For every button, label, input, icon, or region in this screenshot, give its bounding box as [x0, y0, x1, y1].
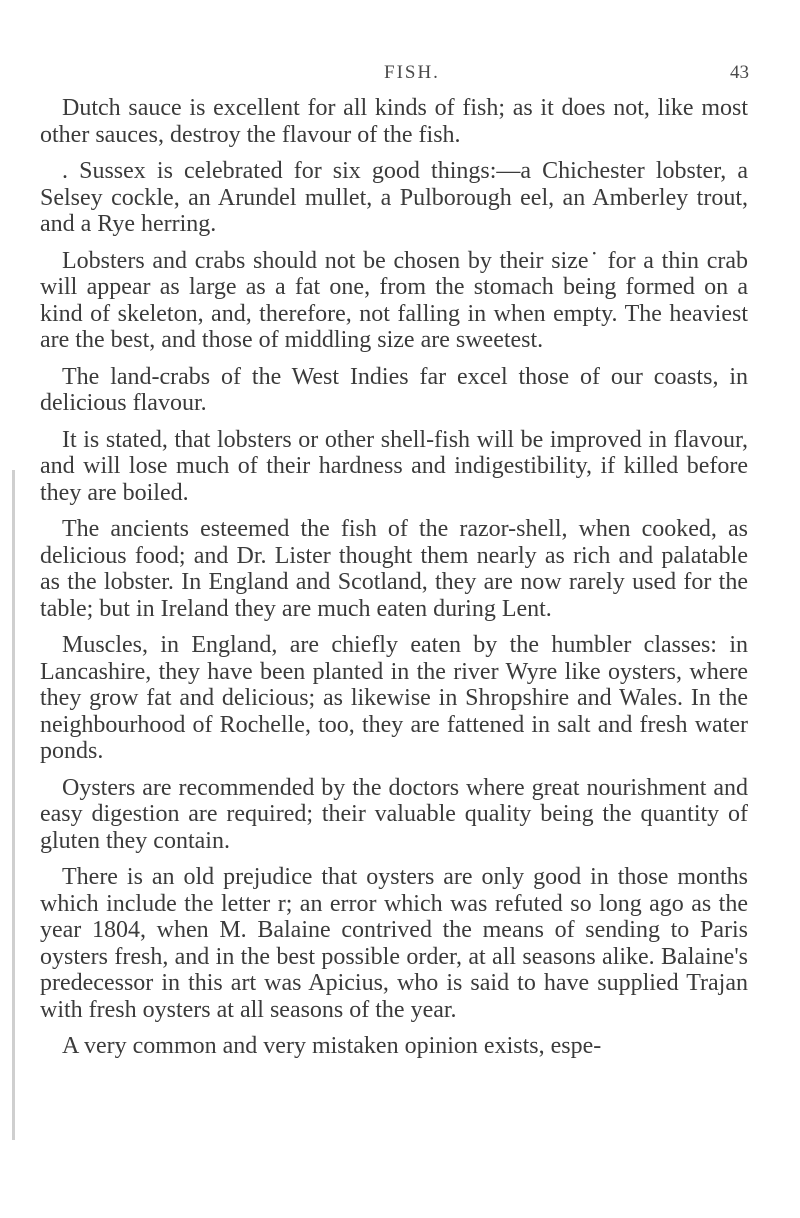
paragraph-oysters-prejudice: There is an old prejudice that oysters are only good in those months which include the letter r; an error which was refuted so long ago as the year 1804, when M. Balaine contrived the means of sending to Paris oysters fresh, and in the best possible order, at all seasons alike. Balaine's predecessor in this art was Apicius, who is said to have supplied Trajan with fresh oysters at all seasons of the year.	[40, 864, 748, 1023]
paragraph-razor-shell: The ancients esteemed the fish of the razor-shell, when cooked, as delicious food; and Dr. Lister thought them nearly as rich and palatable as the lobster. In England and Scotland, they are now rarely used for the table; but in Ireland they are much eaten during Lent.	[40, 516, 748, 622]
paragraph-land-crabs: The land-crabs of the West Indies far excel those of our coasts, in delicious flavour.	[40, 363, 748, 416]
paragraph-lobsters-crabs: Lobsters and crabs should not be chosen by their size˙ for a thin crab will appear as large as a fat one, from the stomach being formed on a kind of skeleton, and, therefore, not falling in when empty. The heaviest are the best, and those of middling size are sweetest.	[40, 247, 748, 353]
paragraph-muscles: Muscles, in England, are chiefly eaten by the humbler classes: in Lancashire, they have been planted in the river Wyre like oysters, where they grow fat and delicious; as likewise in Shropshire and Wales. In the neighbourhood of Rochelle, too, they are fattened in salt and fresh water ponds.	[40, 632, 748, 764]
paragraph-common-opinion: A very common and very mistaken opinion exists, espe-	[62, 1033, 602, 1059]
running-title: FISH.	[384, 62, 440, 83]
page-number: 43	[730, 62, 749, 83]
paragraph-dutch-sauce: Dutch sauce is excellent for all kinds of fish; as it does not, like most other sauces, destroy the flavour of the fish.	[40, 95, 748, 148]
body-text	[40, 95, 748, 1070]
paragraph-shell-fish: It is stated, that lobsters or other shell-fish will be improved in flavour, and will lose much of their hardness and indigestibility, if killed before they are boiled.	[40, 426, 748, 506]
page-edge-shadow	[12, 470, 15, 1140]
running-head	[0, 62, 800, 92]
paragraph-oysters-nourishment: Oysters are recommended by the doctors where great nourishment and easy digestion are required; their valuable quality being the quantity of gluten they contain.	[40, 774, 748, 854]
paragraph-sussex: . Sussex is celebrated for six good things:—a Chichester lobster, a Selsey cockle, an Arundel mullet, a Pulborough eel, an Amberley trout, and a Rye herring.	[40, 158, 748, 237]
